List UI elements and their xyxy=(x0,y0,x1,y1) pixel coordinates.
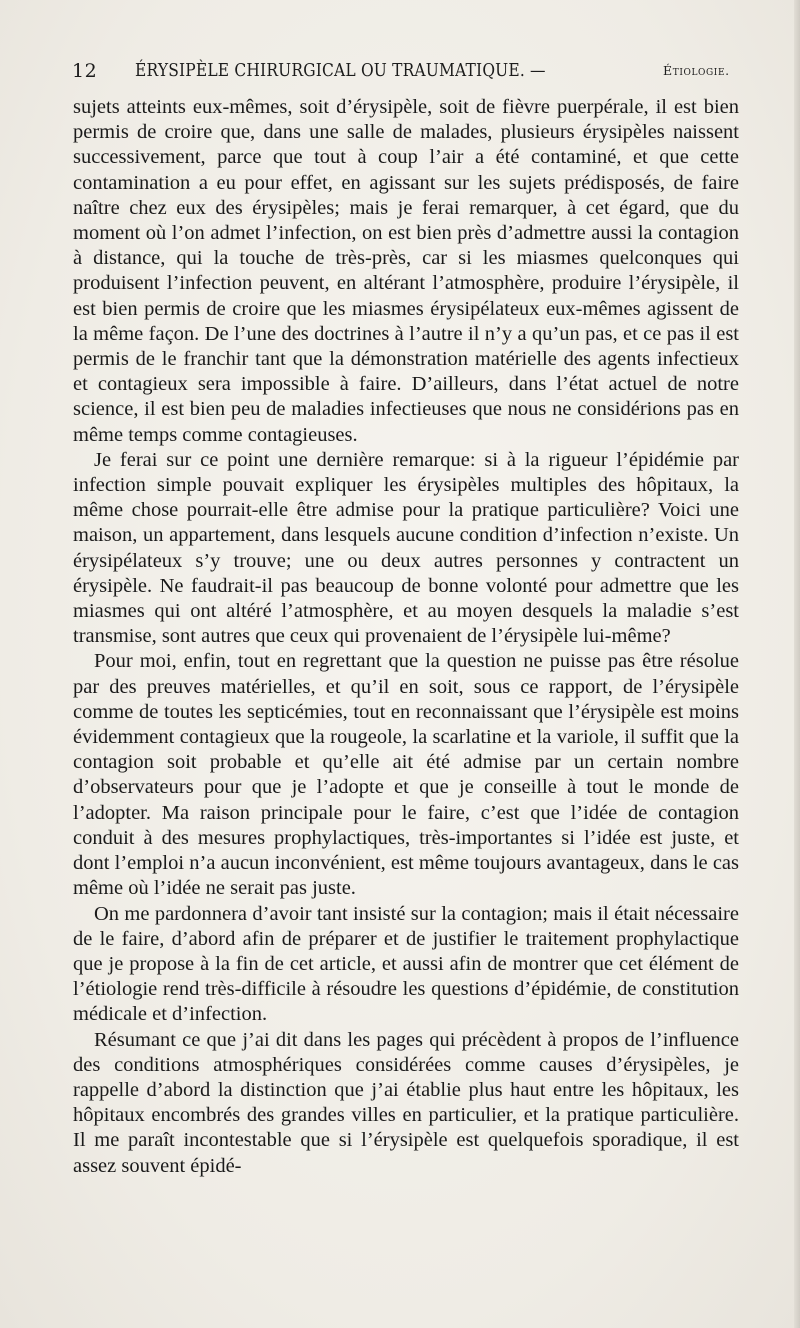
paragraph: Je ferai sur ce point une dernière remarque: si à la rigueur l’épidémie par infection simple pouvait expliquer les érysipèles multiples des hôpitaux, la même chose pourrait-elle être admise pour la pratique particulière? Voici une maison, un appartement, dans lesquels aucune condition d’infection n’existe. Un érysipélateux s’y trouve; une ou deux autres personnes y contractent un érysipèle. Ne faudrait-il pas beaucoup de bonne volonté pour admettre que les miasmes qui ont altéré l’atmosphère, et au moyen desquels la maladie s’est transmise, sont autres que ceux qui provenaient de l’érysipèle lui-même? xyxy=(73,448,739,648)
paragraph: sujets atteints eux-mêmes, soit d’érysipèle, soit de fièvre puerpérale, il est bien permis de croire que, dans une salle de malades, plusieurs érysipèles naissent successivement, parce que tout à coup l’air a été contaminé, et que cette contamination a eu pour effet, en agissant sur les sujets prédisposés, de faire naître chez eux des érysipèles; mais je ferai remarquer, à cet égard, que du moment où l’on admet l’infection, on est bien près d’admettre aussi la contagion à distance, qui la touche de très-près, car si les miasmes quelconques qui produisent l’infection peuvent, en altérant l’atmosphère, produire l’érysipèle, il est bien permis de croire que les miasmes érysipélateux eux-mêmes agissent de la même façon. De l’une des doctrines à l’autre il n’y a qu’un pas, et ce pas il est permis de le franchir tant que la démonstration matérielle des agents infectieux et contagieux sera impossible à faire. D’ailleurs, dans l’état actuel de notre science, il est bien peu de maladies infectieuses que nous ne considérions pas en même temps comme contagieuses. xyxy=(73,96,739,446)
page-header xyxy=(72,60,762,88)
paragraph: Pour moi, enfin, tout en regrettant que la question ne puisse pas être résolue par des preuves matérielles, et qu’il en soit, sous ce rapport, de l’érysipèle comme de toutes les septicémies, tout en reconnaissant que l’érysipèle est moins évidemment contagieux que la rougeole, la scarlatine et la variole, il suffit que la contagion soit probable et qu’elle ait été admise par un certain nombre d’observateurs pour que je l’adopte et que je conseille à tout le monde de l’adopter. Ma raison principale pour le faire, c’est que l’idée de contagion conduit à des mesures prophylactiques, très-importantes si l’idée est juste, et dont l’emploi n’a aucun inconvénient, est même toujours avantageux, dans le cas même où l’idée ne serait pas juste. xyxy=(73,650,739,900)
section-label: Étiologie. xyxy=(663,63,730,78)
body-text xyxy=(73,95,739,1179)
paragraph: On me pardonnera d’avoir tant insisté sur la contagion; mais il était nécessaire de le faire, d’abord afin de préparer et de justifier le traitement prophylactique que je propose à la fin de cet article, et aussi afin de montrer que cet élément de l’étiologie rend très-difficile à résoudre les questions d’épidémie, de constitution médicale et d’infection. xyxy=(73,902,739,1026)
running-title: ÉRYSIPÈLE CHIRURGICAL OU TRAUMATIQUE. — xyxy=(135,60,546,81)
page-edge xyxy=(794,0,800,1328)
paragraph: Résumant ce que j’ai dit dans les pages qui précèdent à propos de l’influence des conditions atmosphériques considérées comme causes d’érysipèles, je rappelle d’abord la distinction que j’ai établie plus haut entre les hôpitaux, les hôpitaux encombrés des grandes villes en particulier, et la pratique particulière. Il me paraît incontestable que si l’érysipèle est quelquefois sporadique, il est assez souvent épidé- xyxy=(73,1028,739,1177)
page-number: 12 xyxy=(72,60,98,82)
